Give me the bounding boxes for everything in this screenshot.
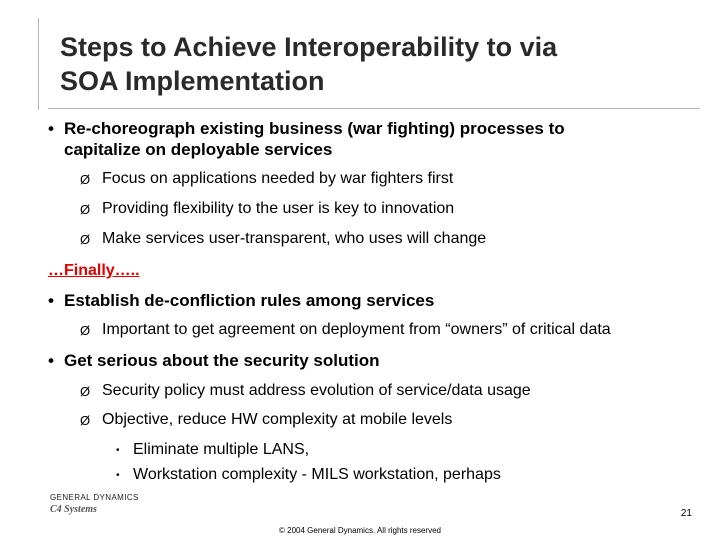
title-line-2: SOA Implementation <box>60 66 325 96</box>
bullet-marker: • <box>116 470 120 481</box>
bullet-text-line-2: capitalize on deployable services <box>64 140 333 159</box>
sub-sub-bullet-text: Eliminate multiple LANS, <box>133 441 310 458</box>
bullet-marker: • <box>48 291 54 310</box>
title-line-1: Steps to Achieve Interoperability to via <box>60 32 558 62</box>
arrow-marker-icon: Ø <box>80 202 91 217</box>
sub-bullet-text: Important to get agreement on deployment from “owners” of critical data <box>102 321 611 338</box>
bullet-text: Establish de-confliction rules among services <box>64 291 435 310</box>
bullet-text-line-1: Re-choreograph existing business (war fighting) processes to <box>64 119 565 138</box>
sub-bullet-text: Make services user-transparent, who uses will change <box>102 230 487 247</box>
finally-heading: …Finally….. <box>48 262 140 279</box>
sub-bullet-text: Objective, reduce HW complexity at mobile levels <box>102 411 453 428</box>
sub-bullet-text: Providing flexibility to the user is key to innovation <box>102 200 455 217</box>
arrow-marker-icon: Ø <box>80 323 91 338</box>
bullet-marker: • <box>48 351 54 370</box>
arrow-marker-icon: Ø <box>80 384 91 399</box>
sub-sub-bullet-text: Workstation complexity - MILS workstation, perhaps <box>133 466 501 483</box>
division-logo-text: C4 Systems <box>50 504 97 515</box>
bullet-marker: • <box>116 445 120 456</box>
bullet-text: Get serious about the security solution <box>64 351 380 370</box>
arrow-marker-icon: Ø <box>80 232 91 247</box>
arrow-marker-icon: Ø <box>80 172 91 187</box>
sub-bullet-text: Security policy must address evolution of service/data usage <box>102 382 531 399</box>
sub-bullet-text: Focus on applications needed by war fighters first <box>102 170 454 187</box>
company-logo-text: GENERAL DYNAMICS <box>50 493 139 502</box>
slide-title <box>60 30 700 98</box>
title-horizontal-rule <box>48 108 700 109</box>
page-number: 21 <box>680 508 692 519</box>
title-vertical-rule <box>38 18 39 110</box>
copyright-notice: © 2004 General Dynamics. All rights reserved <box>279 526 441 535</box>
bullet-marker: • <box>48 119 54 138</box>
arrow-marker-icon: Ø <box>80 413 91 428</box>
